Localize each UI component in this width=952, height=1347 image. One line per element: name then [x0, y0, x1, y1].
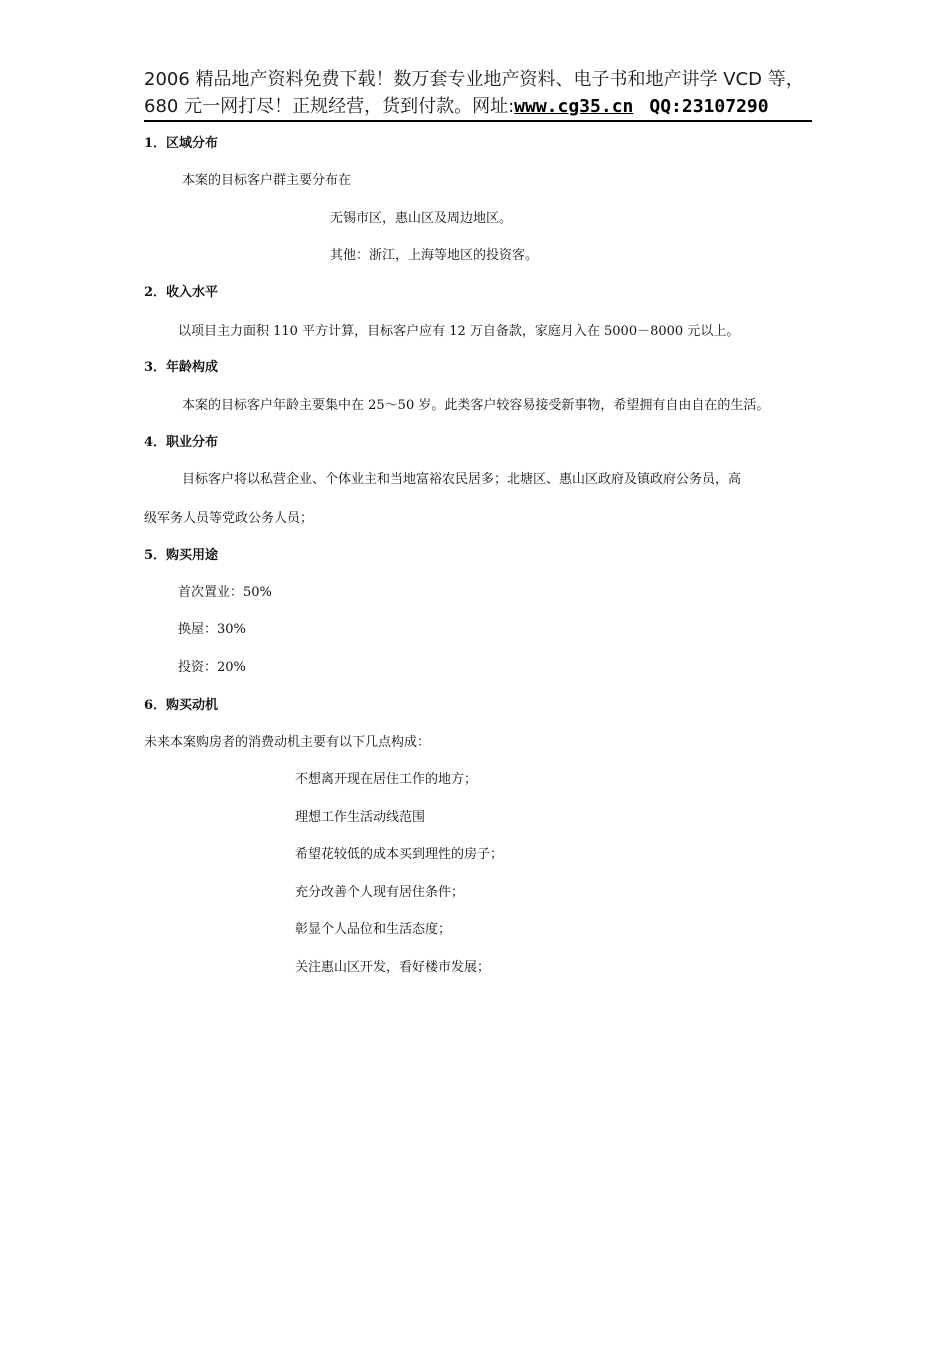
qq-number: QQ:23107290 — [649, 96, 769, 117]
header-line-2 — [144, 93, 812, 120]
purpose-item: 首次置业：50% — [178, 585, 272, 600]
section-heading-income: 2．收入水平 — [144, 285, 219, 300]
purpose-item: 投资：20% — [178, 660, 246, 675]
motive-item: 不想离开现在居住工作的地方； — [295, 772, 478, 787]
motive-item: 希望花较低的成本买到理性的房子； — [295, 847, 504, 862]
region-item: 无锡市区，惠山区及周边地区。 — [330, 211, 513, 226]
header-divider — [144, 120, 812, 122]
section-heading-purpose: 5．购买用途 — [144, 548, 219, 563]
header-line-2-text: 680 元一网打尽！正规经营，货到付款。网址: — [144, 96, 515, 117]
motive-item: 关注惠山区开发，看好楼市发展； — [295, 960, 491, 975]
age-text: 本案的目标客户年龄主要集中在 25～50 岁。此类客户较容易接受新事物，希望拥有自由自在的生活。 — [182, 398, 770, 413]
section-heading-age: 3．年龄构成 — [144, 360, 219, 375]
page-header — [144, 66, 812, 120]
occupation-text: 目标客户将以私营企业、个体业主和当地富裕农民居多；北塘区、惠山区政府及镇政府公务员，高 — [182, 472, 742, 487]
motive-item: 理想工作生活动线范围 — [295, 810, 426, 825]
header-line-1: 2006 精品地产资料免费下载！数万套专业地产资料、电子书和地产讲学 VCD 等， — [144, 69, 804, 90]
region-item: 其他：浙江，上海等地区的投资客。 — [330, 248, 539, 263]
section-heading-region: 1．区域分布 — [144, 136, 219, 151]
section-heading-motive: 6．购买动机 — [144, 698, 219, 713]
website-link[interactable]: www.cg35.cn — [514, 96, 634, 117]
section-heading-occupation: 4．职业分布 — [144, 435, 219, 450]
income-text: 以项目主力面积 110 平方计算，目标客户应有 12 万自备款，家庭月入在 5000－8000 元以上。 — [178, 324, 740, 339]
motive-item: 充分改善个人现有居住条件； — [295, 885, 465, 900]
occupation-text-cont: 级军务人员等党政公务人员； — [144, 511, 314, 526]
region-intro: 本案的目标客户群主要分布在 — [182, 173, 352, 188]
purpose-item: 换屋：30% — [178, 622, 246, 637]
motive-item: 彰显个人品位和生活态度； — [295, 922, 452, 937]
motive-intro: 未来本案购房者的消费动机主要有以下几点构成： — [144, 735, 431, 750]
